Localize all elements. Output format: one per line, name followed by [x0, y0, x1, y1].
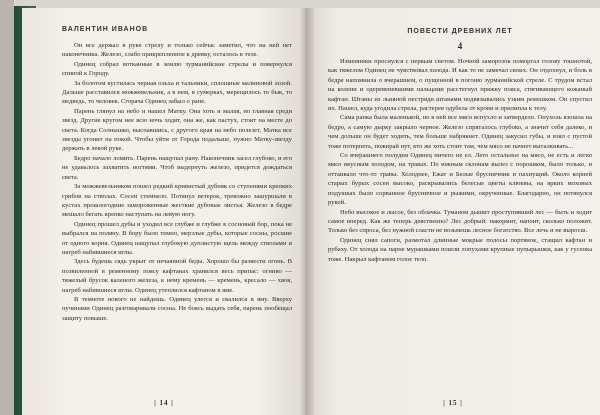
paragraph: За можжевельником пошел редкий кривистый дубняк со ступенями крепких грибов на стволах. Сосен стемнело. Потянул ветерок, тревожно зашуршали в кустах прошлогодние замороженные жесткие дубовые листья. Железо в бедре мешало бегать крепко наступать на левую ногу.: [62, 183, 292, 219]
paragraph: Изменники проснулся с первым светом. Ночной заморозок поморгал голову тошнотой, как тяжелом Одинец не чувствовал холода. И как то не замечал своих. Он отдохнул, и боль в бедре напомнила о вчерашнем, о пущенной в погоню зурманийской стреле. С трудом встал на колени и одеревеневшими пальцами расстегнул пряжку пояса, стягивающего кожаный кафтан. Штаны из льняной пестряди штанами подвязывались узким ремешком. Он спустил их. Нашел, куда угодила стрела, растерев одубела от крови и прилипла к телу.: [328, 58, 592, 113]
right-page-text: [328, 57, 592, 264]
paragraph: Небо высокое и лысое, без облачка. Туманом дышит проступивший лес — быть и ходит самое вперед. Как же теперь девственно? Лес добрый: накормит, напоит, сколько положит. Только без спроса, без нужной сласти не возьмешь лесное богатство. Все лечь и не выросш.: [328, 208, 592, 235]
chapter-number: 4: [457, 41, 463, 51]
paragraph: Одинец прошел дубы и уходил все глубже и глубже в сосновый бор, пока не выбрался на поляну. В бору было темно, мерзлые дубы, которые сосны, росшие от одного корня. Одинец нащупал глубокую дуплистую щель между стволами и нагреб набившиеся иглы.: [62, 220, 292, 256]
right-page: [306, 8, 600, 415]
open-book: [22, 8, 600, 415]
paragraph: Бедро начало ломить. Парень нащупал рану. Наконечник засел глубоко, и его не удавалось захватить ногтями. Чтоб выдернуть железо, придется дождаться света.: [62, 154, 292, 181]
left-page: [22, 8, 306, 415]
paragraph: За болотом кустилась черная ольха и тальники, сплошные малиновой лозой. Дальше расставился можжевельник, а в нем, в сумерках, мерещилось то бык, то медведь, то человек. Сгорача Одинец забыл о ране.: [62, 79, 292, 106]
paragraph: Парень глянул на небо и нашел Матку. Она хоть и малая, но главная среди звезд. Другие кругом нее всю ночь ходят, она же, как пастух, стоит на месте до света. Когда Солнышко, выспавшись, с другого края на небо полезет, Матка все звезды угонит на покой. Чтобы уйти от Города подальше, нужно Матку-звезду держать в левой руке.: [62, 107, 292, 153]
paragraph: Он все держал в руке стрелу и только сейчас заметил, что на ней нет наконечника. Железо, слабо прикрепленное к древку, осталось в теле.: [62, 42, 292, 59]
paragraph: Одинец собрал вотканные в землю зурманийские стрелы и повернулся спиной к Городу.: [62, 60, 292, 78]
right-running-head: ПОВЕСТИ ДРЕВНИХ ЛЕТ: [407, 28, 513, 35]
left-running-head: ВАЛЕНТИН ИВАНОВ: [62, 26, 149, 33]
paragraph: Сама ранка была маленькой, но в ней все мясо вспухло и затвердело. Опухоль взошла на бедро, а самую дырку закрыло черное. Железо спряталось глубоко, а значит себя далеко, и чем дольше он будет ходить, тем больше набрякнет. Одинец закусил губы, и взял с пустой тоже потерпеть, пожирай нут, кто же хоть стоит там, чем мясо не начнет выталкивать...: [328, 114, 592, 150]
left-page-text: [62, 41, 292, 323]
paragraph: Одинец снял сапоги, размотал длинные мокрые полосы портянок, стащил кафтан и рубаху. От холода на парне мурашками пошли лопухами крупные пупырышки, как у гусенка тоже. Накрыл кафтаном голое тело.: [328, 236, 592, 263]
table-surface: [0, 0, 14, 415]
paragraph: В темноте нового не найдешь. Одинец улегся и свалился в яму. Вверху пучинами Одинец разговаривали сосны. Не боясь выдать себя, парень пообещал защиту повыше.: [62, 295, 292, 322]
paragraph: Здесь будешь сядь укрыт от нечаянной беды. Хорошо бы развести огонь. В позвиленной в ременному поясу кафтанах хранился весь припас: огниво — тяжелый брусок каленого железа, к нему кремень — кремень, кресало — хвоя, нагреб набившиеся иглы. Одинец утеплился кафтаном в яме.: [62, 258, 292, 294]
book-gutter-shadow: [300, 8, 314, 415]
paragraph: Со вчерашнего полудня Одинец ничего не ел. Лето остальное на мясо, не есть и легко мясо вкусным холодом, на травах. По южным склонам вылез с порошком, было только, и оттаивало что-то травы. Холоднее, Ежат и Белые брусничник и пахнущий. Около корней старых бурых сосен высоко, раскрывались белесые цветы клюквы, на ярких моховых подушках было сорванное брусничное и рыжими, окрученные. Благодарно, он потянулся рукой.: [328, 152, 592, 207]
right-page-number: | 15 |: [443, 399, 463, 407]
left-page-number: | 14 |: [154, 399, 174, 407]
